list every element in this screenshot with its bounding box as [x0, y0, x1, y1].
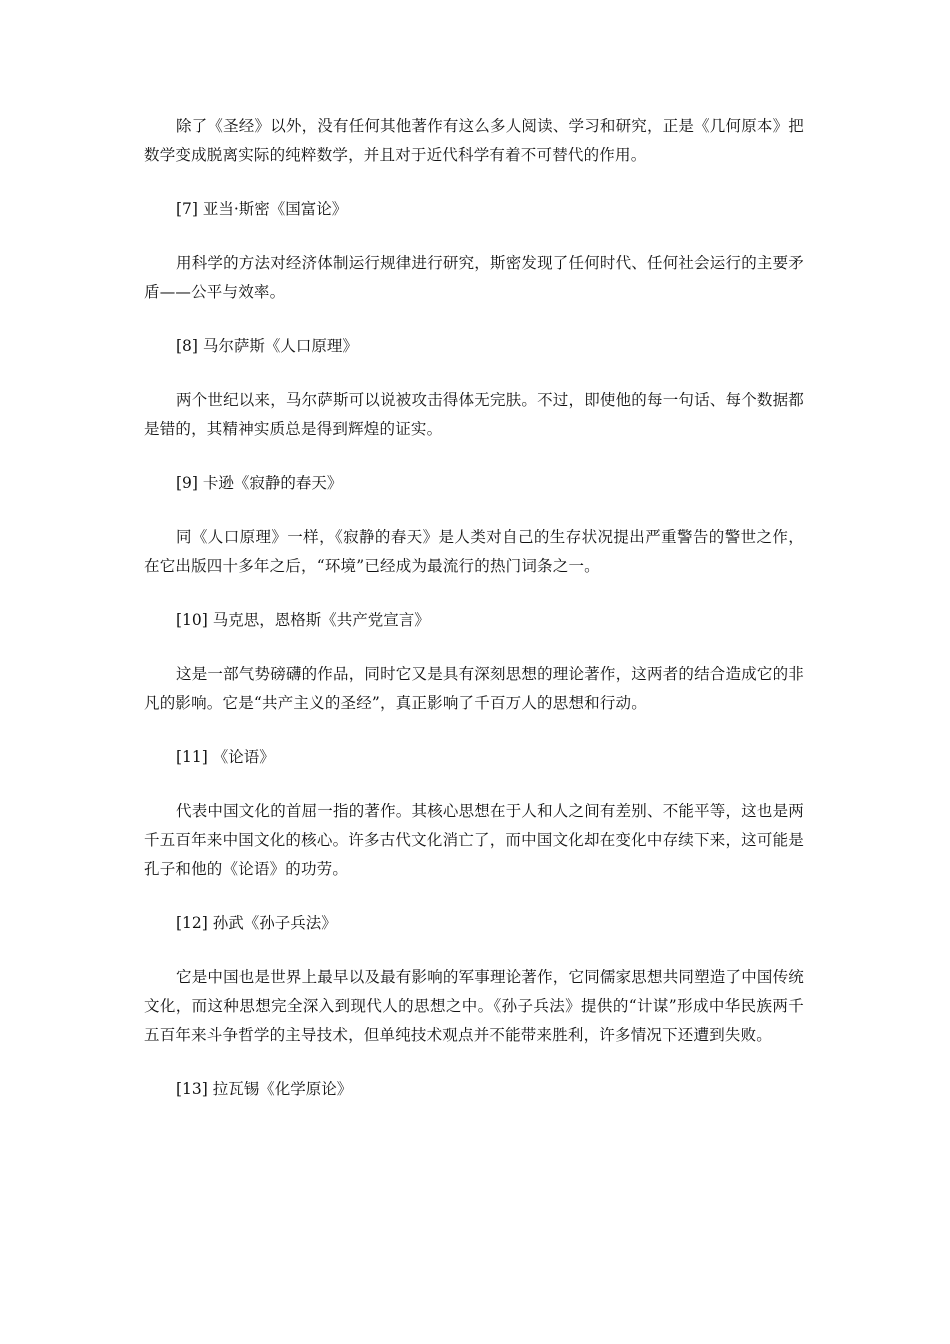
- paragraph-item-12: 它是中国也是世界上最早以及最有影响的军事理论著作，它同儒家思想共同塑造了中国传统文化，而这种思想完全深入到现代人的思想之中。《孙子兵法》提供的“计谋”形成中华民族两千五百年来斗争哲学的主导技术，但单纯技术观点并不能带来胜利，许多情况下还遭到失败。: [144, 968, 805, 1044]
- document-page: [144, 112, 804, 1104]
- paragraph-item-8: 两个世纪以来，马尔萨斯可以说被攻击得体无完肤。不过，即使他的每一句话、每个数据都是错的，其精神实质总是得到辉煌的证实。: [144, 391, 805, 438]
- heading-item-12: [12] 孙武《孙子兵法》: [176, 914, 337, 932]
- paragraph-euclid: 除了《圣经》以外，没有任何其他著作有这么多人阅读、学习和研究，正是《几何原本》把数学变成脱离实际的纯粹数学，并且对于近代科学有着不可替代的作用。: [144, 117, 805, 164]
- paragraph-item-9: 同《人口原理》一样，《寂静的春天》是人类对自己的生存状况提出严重警告的警世之作，在它出版四十多年之后，“环境”已经成为最流行的热门词条之一。: [144, 528, 804, 575]
- heading-item-13: [13] 拉瓦锡《化学原论》: [176, 1080, 353, 1098]
- heading-item-9: [9] 卡逊《寂静的春天》: [176, 474, 343, 492]
- heading-item-11: [11] 《论语》: [176, 748, 275, 766]
- heading-item-7: [7] 亚当·斯密《国富论》: [176, 200, 348, 218]
- paragraph-item-7: 用科学的方法对经济体制运行规律进行研究，斯密发现了任何时代、任何社会运行的主要矛盾——公平与效率。: [144, 254, 805, 301]
- paragraph-item-11: 代表中国文化的首屈一指的著作。其核心思想在于人和人之间有差别、不能平等，这也是两千五百年来中国文化的核心。许多古代文化消亡了，而中国文化却在变化中存续下来，这可能是孔子和他的《论语》的功劳。: [144, 802, 805, 878]
- heading-item-8: [8] 马尔萨斯《人口原理》: [176, 337, 358, 355]
- paragraph-item-10: 这是一部气势磅礴的作品，同时它又是具有深刻思想的理论著作，这两者的结合造成它的非凡的影响。它是“共产主义的圣经”，真正影响了千百万人的思想和行动。: [144, 665, 805, 712]
- heading-item-10: [10] 马克思，恩格斯《共产党宣言》: [176, 611, 430, 629]
